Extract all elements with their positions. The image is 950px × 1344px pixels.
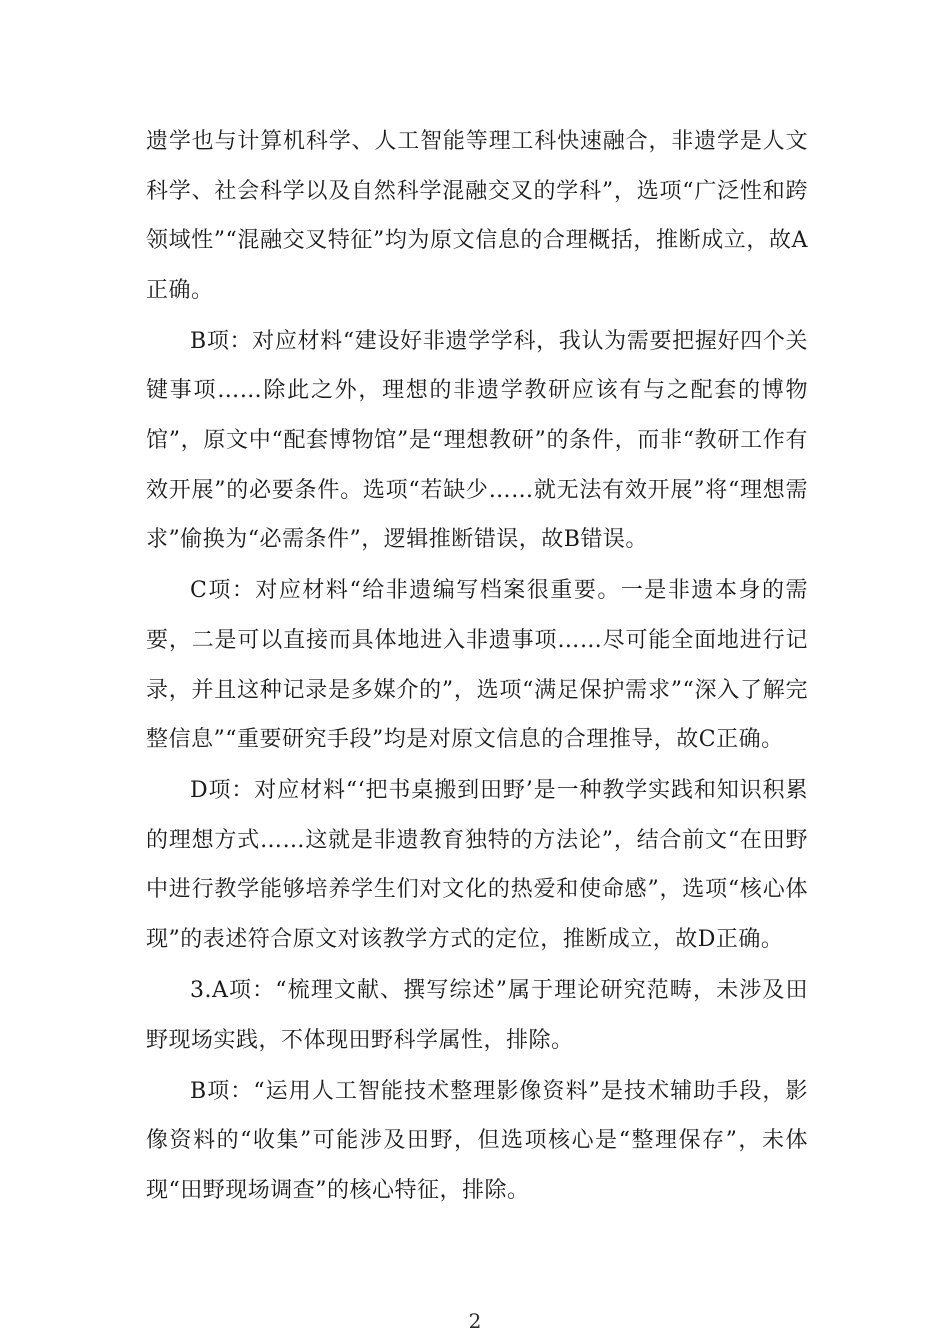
paragraph-continuation: 遗学也与计算机科学、人工智能等理工科快速融合，非遗学是人文科学、社会科学以及自然科学混融交叉的学科”，选项“广泛性和跨领域性”“混融交叉特征”均为原文信息的合理概括，推断成立，故A正确。 [146, 129, 808, 303]
page-number: 2 [468, 1309, 482, 1333]
paragraph-question-3-option-b: B项：“运用人工智能技术整理影像资料”是技术辅助手段，影像资料的“收集”可能涉及田野，但选项核心是“整理保存”，未体现“田野现场调查”的核心特征，排除。 [146, 1078, 808, 1203]
paragraph-option-b: B项：对应材料“建设好非遗学学科，我认为需要把握好四个关键事项……除此之外，理想的非遗学教研应该有与之配套的博物馆”，原文中“配套博物馆”是“理想教研”的条件，而非“教研工作有效开展”的必要条件。选项“若缺少……就无法有效开展”将“理想需求”偷换为“必需条件”，逻辑推断错误，故B错误。 [146, 328, 809, 553]
paragraph-option-c: C项：对应材料“给非遗编写档案很重要。一是非遗本身的需要，二是可以直接而具体地进入非遗事项……尽可能全面地进行记录，并且这种记录是多媒介的”，选项“满足保护需求”“深入了解完整信息”“重要研究手段”均是对原文信息的合理推导，故C正确。 [146, 578, 808, 753]
paragraph-option-d: D项：对应材料“‘把书桌搬到田野’是一种教学实践和知识积累的理想方式……这就是非遗教育独特的方法论”，结合前文“在田野中进行教学能够培养学生们对文化的热爱和使命感”，选项“核心体现”的表述符合原文对该教学方式的定位，推断成立，故D正确。 [146, 778, 808, 952]
paragraph-question-3-option-a: 3.A项：“梳理文献、撰写综述”属于理论研究范畴，未涉及田野现场实践，不体现田野科学属性，排除。 [146, 978, 808, 1053]
document-body [146, 117, 808, 1217]
